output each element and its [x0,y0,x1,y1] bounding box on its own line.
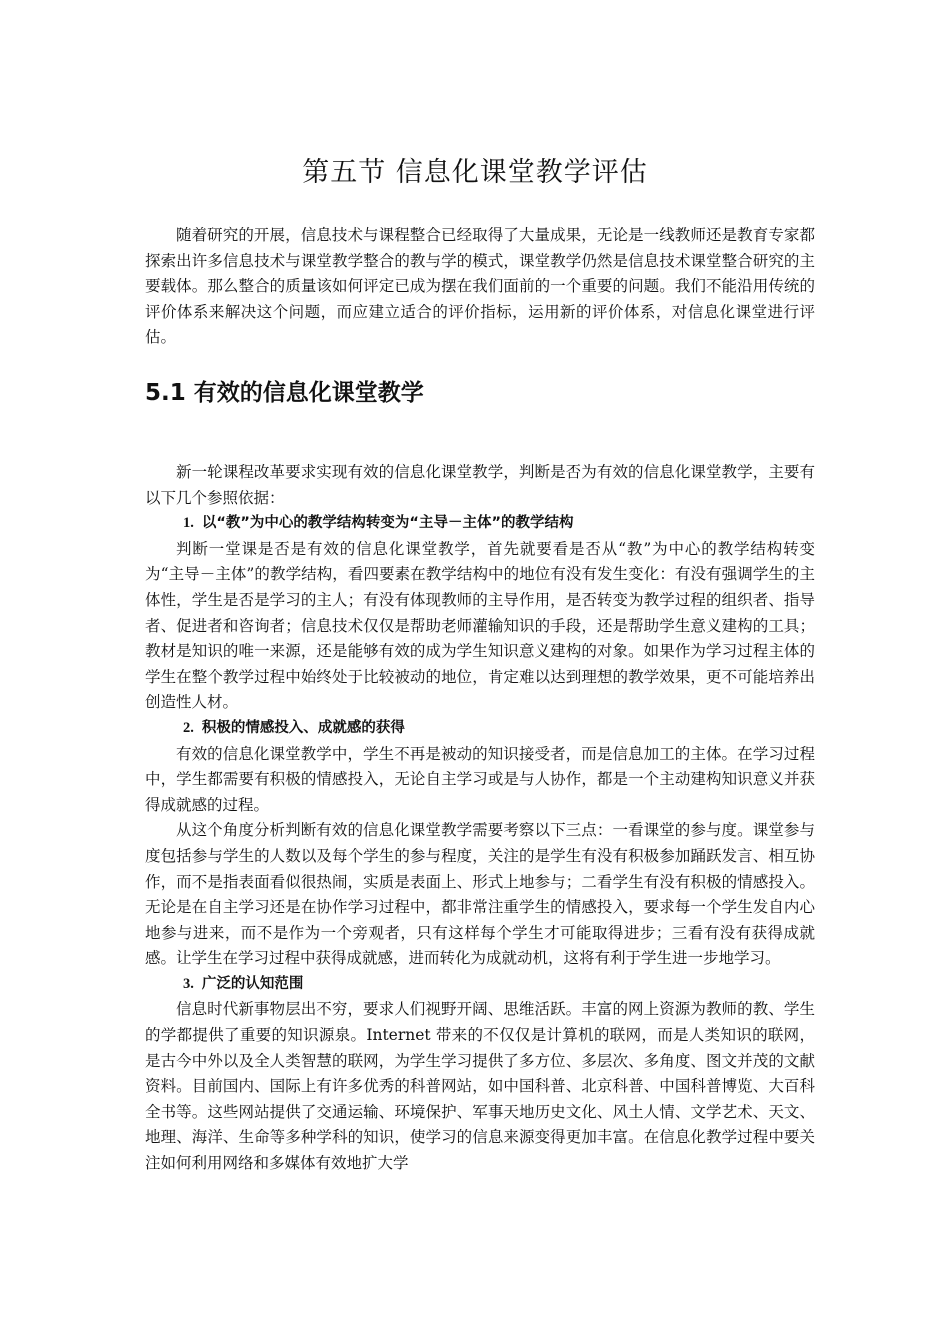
criterion-title: 广泛的认知范围 [201,975,304,992]
criterion-number: 2. [183,719,194,736]
section-body [145,460,815,1177]
page-title: 第五节 信息化课堂教学评估 [302,157,648,188]
body-paragraph: 有效的信息化课堂教学中，学生不再是被动的知识接受者，而是信息加工的主体。在学习过程中，学生都需要有积极的情感投入，无论自主学习或是与人协作，都是一个主动建构知识意义并获得成就感的过程。 [145,744,815,814]
criterion-title: 积极的情感投入、成就感的获得 [201,719,405,736]
section-heading: 5.1 有效的信息化课堂教学 [145,380,424,406]
criterion-heading-1 [145,511,815,537]
intro-paragraph: 随着研究的开展，信息技术与课程整合已经取得了大量成果，无论是一线教师还是教育专家都探索出许多信息技术与课堂教学整合的教与学的模式，课堂教学仍然是信息技术课堂整合研究的主要载体。那么整合的质量该如何评定已成为摆在我们面前的一个重要的问题。我们不能沿用传统的评价体系来解决这个问题，而应建立适合的评价指标，运用新的评价体系，对信息化课堂进行评估。 [145,226,815,347]
criterion-title: 以“教”为中心的教学结构转变为“主导－主体”的教学结构 [201,515,574,532]
intro-block [145,223,815,351]
body-paragraph: 信息时代新事物层出不穷，要求人们视野开阔、思维活跃。丰富的网上资源为教师的教、学生的学都提供了重要的知识源泉。Internet 带来的不仅仅是计算机的联网，而是人类知识的联网，是古今中外以及全人类智慧的联网，为学生学习提供了多方位、多层次、多角度、图文并茂的文献资料。目前国内、国际上有许多优秀的科普网站，如中国科普、北京科普、中国科普博览、大百科全书等。这些网站提供了交通运输、环境保护、军事天地历史文化、风土人情、文学艺术、天文、地理、海洋、生命等多种学科的知识，使学习的信息来源变得更加丰富。在信息化教学过程中要关注如何利用网络和多媒体有效地扩大学 [145,1000,815,1173]
criterion-number: 3. [183,975,194,992]
criterion-heading-3 [145,972,815,998]
section-intro-paragraph: 新一轮课程改革要求实现有效的信息化课堂教学，判断是否为有效的信息化课堂教学，主要有以下几个参照依据： [145,463,815,507]
criterion-heading-2 [145,716,815,742]
criterion-number: 1. [183,515,194,532]
body-paragraph: 从这个角度分析判断有效的信息化课堂教学需要考察以下三点：一看课堂的参与度。课堂参与度包括参与学生的人数以及每个学生的参与程度，关注的是学生有没有积极参加踊跃发言、相互协作，而不是指表面看似很热闹，实质是表面上、形式上地参与；二看学生有没有积极的情感投入。无论是在自主学习还是在协作学习过程中，都非常注重学生的情感投入，要求每一个学生发自内心地参与进来，而不是作为一个旁观者，只有这样每个学生才可能取得进步；三看有没有获得成就感。让学生在学习过程中获得成就感，进而转化为成就动机，这将有利于学生进一步地学习。 [145,821,815,968]
body-paragraph: 判断一堂课是否是有效的信息化课堂教学，首先就要看是否从“教”为中心的教学结构转变为“主导－主体”的教学结构，看四要素在教学结构中的地位有没有发生变化：有没有强调学生的主体性，学生是否是学习的主人；有没有体现教师的主导作用，是否转变为教学过程的组织者、指导者、促进者和咨询者；信息技术仅仅是帮助老师灌输知识的手段，还是帮助学生意义建构的工具；教材是知识的唯一来源，还是能够有效的成为学生知识意义建构的对象。如果作为学习过程主体的学生在整个教学过程中始终处于比较被动的地位，肯定难以达到理想的教学效果，更不可能培养出创造性人材。 [145,539,815,712]
